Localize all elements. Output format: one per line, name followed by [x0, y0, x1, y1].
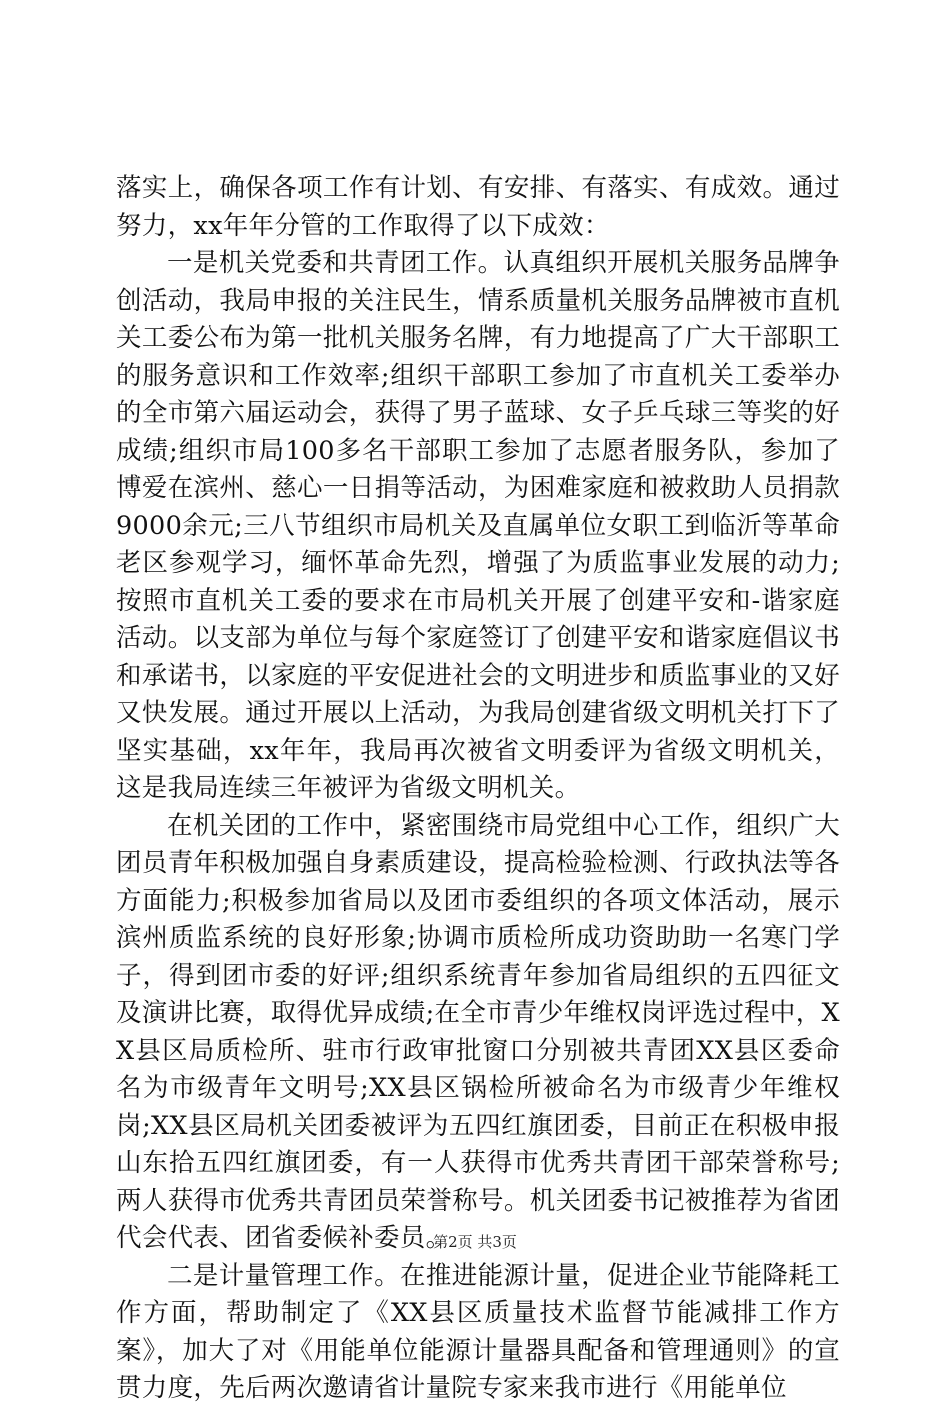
page-footer: 第2页 共3页: [433, 1233, 517, 1251]
document-body: [116, 170, 840, 1408]
paragraph-youth-league-work: 在机关团的工作中，紧密围绕市局党组中心工作，组织广大团员青年积极加强自身素质建设，提高检验检测、行政执法等各方面能力;积极参加省局以及团市委组织的各项文体活动，展示滨州质监系统的良好形象;协调市质检所成功资助助一名寒门学子，得到团市委的好评;组织系统青年参加省局组织的五四征文及演讲比赛，取得优异成绩;在全市青少年维权岗评选过程中，XX县区局质检所、驻市行政审批窗口分别被共青团XX县区委命名为市级青年文明号;XX县区锅检所被命名为市级青少年维权岗;XX县区局机关团委被评为五四红旗团委，目前正在积极申报山东拾五四红旗团委，有一人获得市优秀共青团干部荣誉称号;两人获得市优秀共青团员荣誉称号。机关团委书记被推荐为省团代会代表、团省委候补委员。: [116, 810, 840, 1253]
paragraph-party-league-work: 一是机关党委和共青团工作。认真组织开展机关服务品牌争创活动，我局申报的关注民生，情系质量机关服务品牌被市直机关工委公布为第一批机关服务名牌，有力地提高了广大干部职工的服务意识和工作效率;组织干部职工参加了市直机关工委举办的全市第六届运动会，获得了男子蓝球、女子乒乓球三等奖的好成绩;组织市局100多名干部职工参加了志愿者服务队，参加了博爱在滨州、慈心一日捐等活动，为困难家庭和被救助人员捐款9000余元;三八节组织市局机关及直属单位女职工到临沂等革命老区参观学习，缅怀革命先烈，增强了为质监事业发展的动力;按照市直机关工委的要求在市局机关开展了创建平安和-谐家庭活动。以支部为单位与每个家庭签订了创建平安和谐家庭倡议书和承诺书，以家庭的平安促进社会的文明进步和质监事业的又好又快发展。通过开展以上活动，为我局创建省级文明机关打下了坚实基础，xx年年，我局再次被省文明委评为省级文明机关，这是我局连续三年被评为省级文明机关。: [116, 248, 840, 803]
paragraph-continuation: 落实上，确保各项工作有计划、有安排、有落实、有成效。通过努力，xx年年分管的工作取得了以下成效：: [116, 173, 840, 241]
paragraph-metrology-work: 二是计量管理工作。在推进能源计量，促进企业节能降耗工作方面，帮助制定了《XX县区质量技术监督节能减排工作方案》，加大了对《用能单位能源计量器具配备和管理通则》的宣贯力度，先后两次邀请省计量院专家来我市进行《用能单位: [116, 1260, 840, 1403]
